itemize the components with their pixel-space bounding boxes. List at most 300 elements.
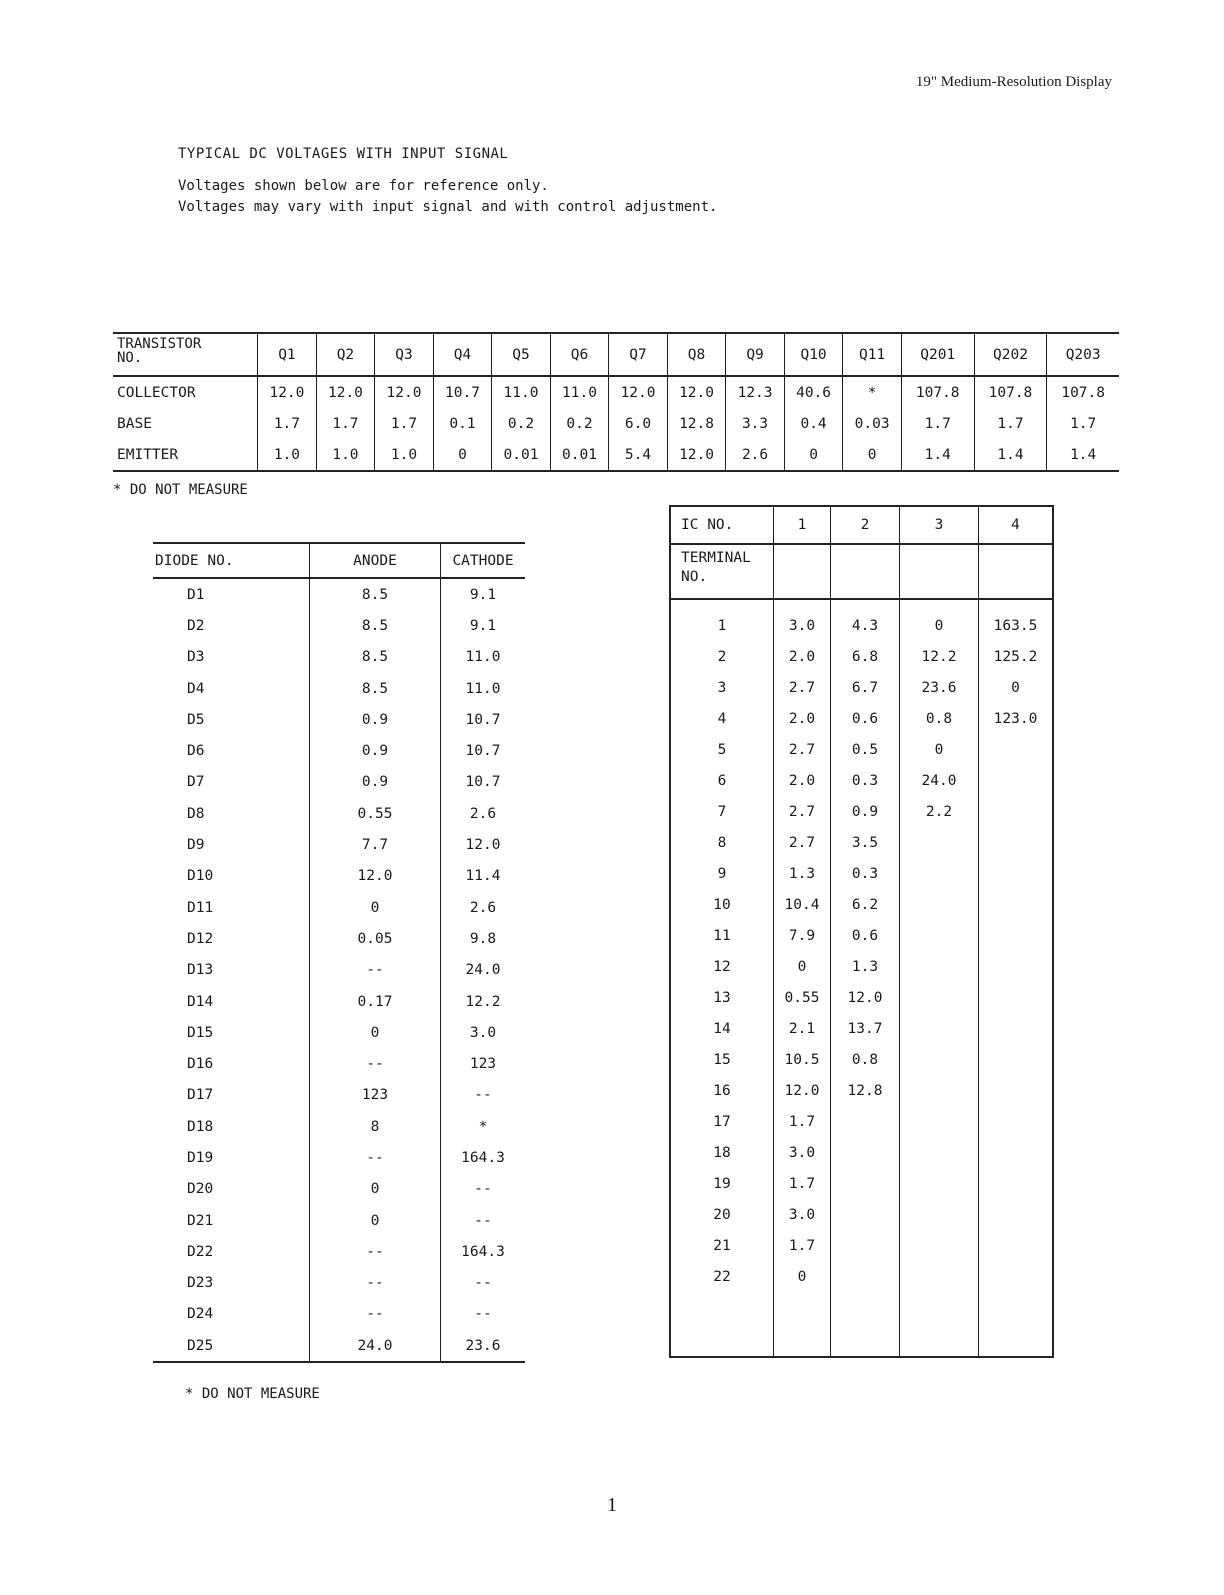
anode-cell: 8.5 [310,673,441,704]
voltage-cell: 12.0 [831,982,900,1013]
voltage-cell [979,1261,1054,1292]
cathode-cell: 123 [441,1048,526,1079]
voltage-cell [831,1230,900,1261]
table-row [670,1044,1053,1075]
voltage-cell: 2.6 [726,439,785,471]
ic-no-label: IC NO. [670,506,774,544]
voltage-cell [831,1168,900,1199]
cathode-cell: 10.7 [441,735,526,766]
cathode-cell: 2.6 [441,892,526,923]
table-row [670,765,1053,796]
voltage-cell: 2.1 [774,1013,831,1044]
anode-cell: 0 [310,1017,441,1048]
cathode-header: CATHODE [441,543,526,578]
table-row [113,408,1119,439]
transistor-column-header: Q3 [375,333,434,376]
voltage-cell [979,858,1054,889]
table-row [153,923,525,954]
terminal-no-cell: 11 [713,927,731,944]
voltage-cell [979,796,1054,827]
diode-no-cell: D15 [187,1024,214,1041]
table-row [670,796,1053,827]
cathode-cell: 12.2 [441,986,526,1017]
transistor-column-header: Q9 [726,333,785,376]
diode-no-cell: D11 [187,899,214,916]
cathode-cell: 11.0 [441,673,526,704]
table-row [153,610,525,641]
diode-no-cell: D20 [187,1181,214,1198]
transistor-column-header: Q6 [550,333,609,376]
voltage-cell [979,827,1054,858]
diode-no-cell: D8 [187,805,205,822]
reference-note [178,176,717,218]
table-row [670,1199,1053,1230]
table-row [153,798,525,829]
anode-cell: 8.5 [310,642,441,673]
voltage-cell: 40.6 [784,376,843,408]
voltage-cell [979,951,1054,982]
voltage-cell: 5.4 [609,439,668,471]
table-row [670,1168,1053,1199]
diode-no-cell: D24 [187,1306,214,1323]
transistor-no-label [113,333,258,376]
cathode-cell: 11.4 [441,861,526,892]
table-row [153,1299,525,1330]
terminal-no-cell: 5 [717,741,727,758]
anode-cell: 0.05 [310,923,441,954]
cathode-cell: 9.1 [441,610,526,641]
ic-number: 3 [900,506,979,544]
voltage-cell: 11.0 [492,376,551,408]
voltage-cell [900,1199,979,1230]
table-row [153,1080,525,1111]
table-row [670,827,1053,858]
terminal-no-cell: 15 [713,1051,731,1068]
voltage-cell: 2.7 [774,796,831,827]
diode-no-cell: D4 [187,680,205,697]
transistor-column-header: Q2 [316,333,375,376]
transistor-column-header: Q203 [1047,333,1119,376]
diode-voltage-table [153,542,525,1363]
voltage-cell [831,1199,900,1230]
anode-cell: -- [310,955,441,986]
table-row [670,1137,1053,1168]
voltage-cell: 0.1 [433,408,492,439]
voltage-cell [900,1230,979,1261]
table-row [670,1013,1053,1044]
voltage-cell [900,1044,979,1075]
cathode-cell: 164.3 [441,1142,526,1173]
terminal-label-line: TERMINAL [681,550,751,566]
voltage-cell [831,1106,900,1137]
voltage-cell [900,1137,979,1168]
voltage-cell: 2.7 [774,734,831,765]
cathode-cell: * [441,1111,526,1142]
voltage-cell: 24.0 [900,765,979,796]
voltage-cell: 3.0 [774,610,831,641]
anode-cell: 0 [310,892,441,923]
voltage-cell: 0 [900,610,979,641]
anode-cell: -- [310,1299,441,1330]
transistor-column-header: Q11 [843,333,902,376]
voltage-cell: 163.5 [979,610,1054,641]
voltage-cell: 4.3 [831,610,900,641]
voltage-cell: 10.5 [774,1044,831,1075]
table-row [670,982,1053,1013]
table-row [153,1048,525,1079]
cathode-cell: 9.1 [441,578,526,610]
table-row [153,673,525,704]
voltage-cell: 0 [433,439,492,471]
voltage-cell [979,765,1054,796]
table-row [153,767,525,798]
voltage-cell [979,734,1054,765]
table-row [670,920,1053,951]
page-title: TYPICAL DC VOLTAGES WITH INPUT SIGNAL [178,146,509,162]
voltage-cell [900,920,979,951]
voltage-cell: 12.0 [609,376,668,408]
table-row [670,1075,1053,1106]
voltage-cell: 0.2 [550,408,609,439]
voltage-cell: 1.7 [375,408,434,439]
voltage-cell: 125.2 [979,641,1054,672]
voltage-cell: 6.0 [609,408,668,439]
voltage-cell: 0.6 [831,920,900,951]
cathode-cell: 164.3 [441,1236,526,1267]
diode-no-cell: D23 [187,1275,214,1292]
voltage-cell: 3.0 [774,1199,831,1230]
voltage-cell: 3.5 [831,827,900,858]
table-row [153,1236,525,1267]
voltage-cell: 2.7 [774,827,831,858]
anode-cell: 0.9 [310,735,441,766]
terminal-no-cell: 10 [713,896,731,913]
transistor-label-line: NO. [117,350,143,366]
table-row [153,955,525,986]
table-row [153,1111,525,1142]
voltage-cell [979,982,1054,1013]
terminal-no-cell: 14 [713,1020,731,1037]
voltage-cell: 12.0 [258,376,317,408]
voltage-cell: 107.8 [974,376,1047,408]
voltage-cell: 12.0 [667,439,726,471]
voltage-cell: 7.9 [774,920,831,951]
voltage-cell [900,858,979,889]
voltage-cell: 0 [979,672,1054,703]
voltage-cell: 12.0 [774,1075,831,1106]
voltage-cell: 0 [774,1261,831,1292]
voltage-cell [979,1199,1054,1230]
voltage-cell: 107.8 [901,376,974,408]
anode-cell: 8.5 [310,610,441,641]
table-row [113,439,1119,471]
empty-cell [979,544,1054,599]
voltage-cell: 1.7 [774,1106,831,1137]
cathode-cell: -- [441,1205,526,1236]
voltage-cell: 2.0 [774,641,831,672]
voltage-cell: 12.8 [831,1075,900,1106]
anode-cell: 0 [310,1174,441,1205]
anode-cell: -- [310,1236,441,1267]
table-row [153,1174,525,1205]
voltage-cell: 1.7 [901,408,974,439]
anode-cell: 123 [310,1080,441,1111]
transistor-header-row [113,333,1119,376]
table-row [153,1268,525,1299]
voltage-cell: 1.4 [1047,439,1119,471]
table-row [670,1261,1053,1292]
voltage-cell: 1.7 [974,408,1047,439]
terminal-label-line: NO. [681,569,708,585]
ic-number: 2 [831,506,900,544]
transistor-column-header: Q8 [667,333,726,376]
diode-no-cell: D14 [187,993,214,1010]
cathode-cell: 11.0 [441,642,526,673]
terminal-no-label [670,544,774,599]
voltage-cell: 1.4 [901,439,974,471]
terminal-no-cell: 21 [713,1237,731,1254]
anode-cell: -- [310,1268,441,1299]
empty-cell [831,544,900,599]
voltage-cell: 2.7 [774,672,831,703]
ic-header-row [670,506,1053,544]
cathode-cell: 10.7 [441,767,526,798]
voltage-cell: 10.4 [774,889,831,920]
voltage-cell: 1.0 [258,439,317,471]
cathode-cell: 24.0 [441,955,526,986]
diode-no-cell: D19 [187,1149,214,1166]
voltage-cell: 3.0 [774,1137,831,1168]
table-row [153,1330,525,1362]
cathode-cell: 3.0 [441,1017,526,1048]
cathode-cell: -- [441,1174,526,1205]
diode-no-cell: D10 [187,868,214,885]
diode-no-cell: D3 [187,649,205,666]
table-row [153,1142,525,1173]
voltage-cell: 23.6 [900,672,979,703]
terminal-no-cell: 13 [713,989,731,1006]
cathode-cell: 9.8 [441,923,526,954]
voltage-cell: 6.7 [831,672,900,703]
cathode-cell: 23.6 [441,1330,526,1362]
terminal-no-cell: 4 [717,710,727,727]
diode-no-cell: D17 [187,1087,214,1104]
voltage-cell [979,1106,1054,1137]
voltage-cell: 2.0 [774,703,831,734]
table-row [153,704,525,735]
table-row [153,861,525,892]
anode-cell: 7.7 [310,829,441,860]
cathode-cell: 2.6 [441,798,526,829]
voltage-cell: 1.7 [1047,408,1119,439]
voltage-cell: 1.3 [774,858,831,889]
table-row [670,951,1053,982]
voltage-cell [900,889,979,920]
cathode-cell: 10.7 [441,704,526,735]
terminal-no-cell: 3 [717,679,727,696]
row-label: COLLECTOR [117,384,196,401]
terminal-no-cell: 18 [713,1144,731,1161]
diode-no-cell: D25 [187,1337,214,1354]
voltage-cell: 12.3 [726,376,785,408]
voltage-cell [979,1013,1054,1044]
table-row [670,610,1053,641]
table-row [113,376,1119,408]
voltage-cell [900,1168,979,1199]
voltage-cell: 0.2 [492,408,551,439]
voltage-cell: 2.0 [774,765,831,796]
transistor-footnote: * DO NOT MEASURE [113,482,248,498]
terminal-no-cell: 20 [713,1206,731,1223]
diode-no-cell: D6 [187,743,205,760]
anode-cell: -- [310,1142,441,1173]
empty-cell [774,544,831,599]
spacer-row [670,599,1053,610]
terminal-no-cell: 2 [717,648,727,665]
transistor-voltage-table [113,332,1119,472]
voltage-cell: 1.0 [375,439,434,471]
terminal-no-cell: 16 [713,1082,731,1099]
diode-header-row [153,543,525,578]
voltage-cell: 0 [900,734,979,765]
voltage-cell: 13.7 [831,1013,900,1044]
voltage-cell [979,889,1054,920]
table-row [153,578,525,610]
voltage-cell: 12.0 [375,376,434,408]
voltage-cell: 10.7 [433,376,492,408]
voltage-cell [900,951,979,982]
voltage-cell: * [843,376,902,408]
transistor-column-header: Q4 [433,333,492,376]
voltage-cell [979,1137,1054,1168]
transistor-column-header: Q1 [258,333,317,376]
voltage-cell: 12.0 [316,376,375,408]
transistor-label-line: TRANSISTOR [117,336,202,352]
table-row [670,672,1053,703]
voltage-cell [900,1106,979,1137]
diode-no-cell: D9 [187,837,205,854]
voltage-cell: 12.2 [900,641,979,672]
voltage-cell: 0.4 [784,408,843,439]
transistor-column-header: Q201 [901,333,974,376]
cathode-cell: -- [441,1299,526,1330]
voltage-cell [900,1013,979,1044]
voltage-cell: 1.7 [774,1168,831,1199]
voltage-cell: 0.9 [831,796,900,827]
table-row [153,1017,525,1048]
diode-no-cell: D22 [187,1243,214,1260]
table-row [670,734,1053,765]
empty-cell [900,544,979,599]
voltage-cell [831,1137,900,1168]
voltage-cell: 12.8 [667,408,726,439]
terminal-no-cell: 17 [713,1113,731,1130]
voltage-cell: 6.8 [831,641,900,672]
anode-cell: 8.5 [310,578,441,610]
anode-cell: 24.0 [310,1330,441,1362]
voltage-cell: 0.8 [831,1044,900,1075]
voltage-cell: 2.2 [900,796,979,827]
anode-cell: 0.55 [310,798,441,829]
voltage-cell: 0.03 [843,408,902,439]
diode-no-cell: D13 [187,962,214,979]
terminal-no-cell: 9 [717,865,727,882]
ic-number: 1 [774,506,831,544]
voltage-cell: 1.3 [831,951,900,982]
voltage-cell: 1.7 [258,408,317,439]
anode-cell: 0.17 [310,986,441,1017]
diode-no-cell: D12 [187,930,214,947]
voltage-cell: 0.3 [831,765,900,796]
terminal-no-cell: 19 [713,1175,731,1192]
diode-footnote: * DO NOT MEASURE [185,1386,320,1402]
table-row [153,735,525,766]
transistor-column-header: Q5 [492,333,551,376]
note-line: Voltages may vary with input signal and with control adjustment. [178,199,718,215]
terminal-header-row [670,544,1053,599]
voltage-cell: 0.3 [831,858,900,889]
voltage-cell [979,1044,1054,1075]
voltage-cell: 123.0 [979,703,1054,734]
terminal-no-cell: 12 [713,958,731,975]
table-row [670,889,1053,920]
table-row [670,1106,1053,1137]
terminal-no-cell: 8 [717,834,727,851]
anode-cell: -- [310,1048,441,1079]
voltage-cell: 0.8 [900,703,979,734]
table-row [153,1205,525,1236]
voltage-cell: 1.7 [774,1230,831,1261]
ic-voltage-table [669,505,1054,1358]
voltage-cell [900,1075,979,1106]
table-row [670,858,1053,889]
voltage-cell [900,1261,979,1292]
running-header: 19" Medium-Resolution Display [915,74,1112,90]
voltage-cell: 0.6 [831,703,900,734]
voltage-cell [900,982,979,1013]
terminal-no-cell: 22 [713,1268,731,1285]
voltage-cell: 107.8 [1047,376,1119,408]
voltage-cell: 0 [774,951,831,982]
voltage-cell: 0.01 [492,439,551,471]
voltage-cell: 0 [784,439,843,471]
transistor-column-header: Q7 [609,333,668,376]
diode-no-cell: D18 [187,1118,214,1135]
table-row [670,641,1053,672]
anode-cell: 0.9 [310,767,441,798]
voltage-cell [831,1261,900,1292]
note-line: Voltages shown below are for reference only. [178,178,549,194]
table-row [153,829,525,860]
diode-no-cell: D2 [187,617,205,634]
cathode-cell: -- [441,1080,526,1111]
voltage-cell: 1.0 [316,439,375,471]
voltage-cell [979,1075,1054,1106]
diode-no-cell: D1 [187,586,205,603]
anode-cell: 12.0 [310,861,441,892]
voltage-cell [900,827,979,858]
transistor-column-header: Q202 [974,333,1047,376]
table-row [153,986,525,1017]
voltage-cell: 6.2 [831,889,900,920]
anode-header: ANODE [310,543,441,578]
table-row [153,892,525,923]
voltage-cell [979,1168,1054,1199]
diode-no-header: DIODE NO. [153,543,310,578]
voltage-cell: 1.7 [316,408,375,439]
voltage-cell: 3.3 [726,408,785,439]
voltage-cell [979,1230,1054,1261]
